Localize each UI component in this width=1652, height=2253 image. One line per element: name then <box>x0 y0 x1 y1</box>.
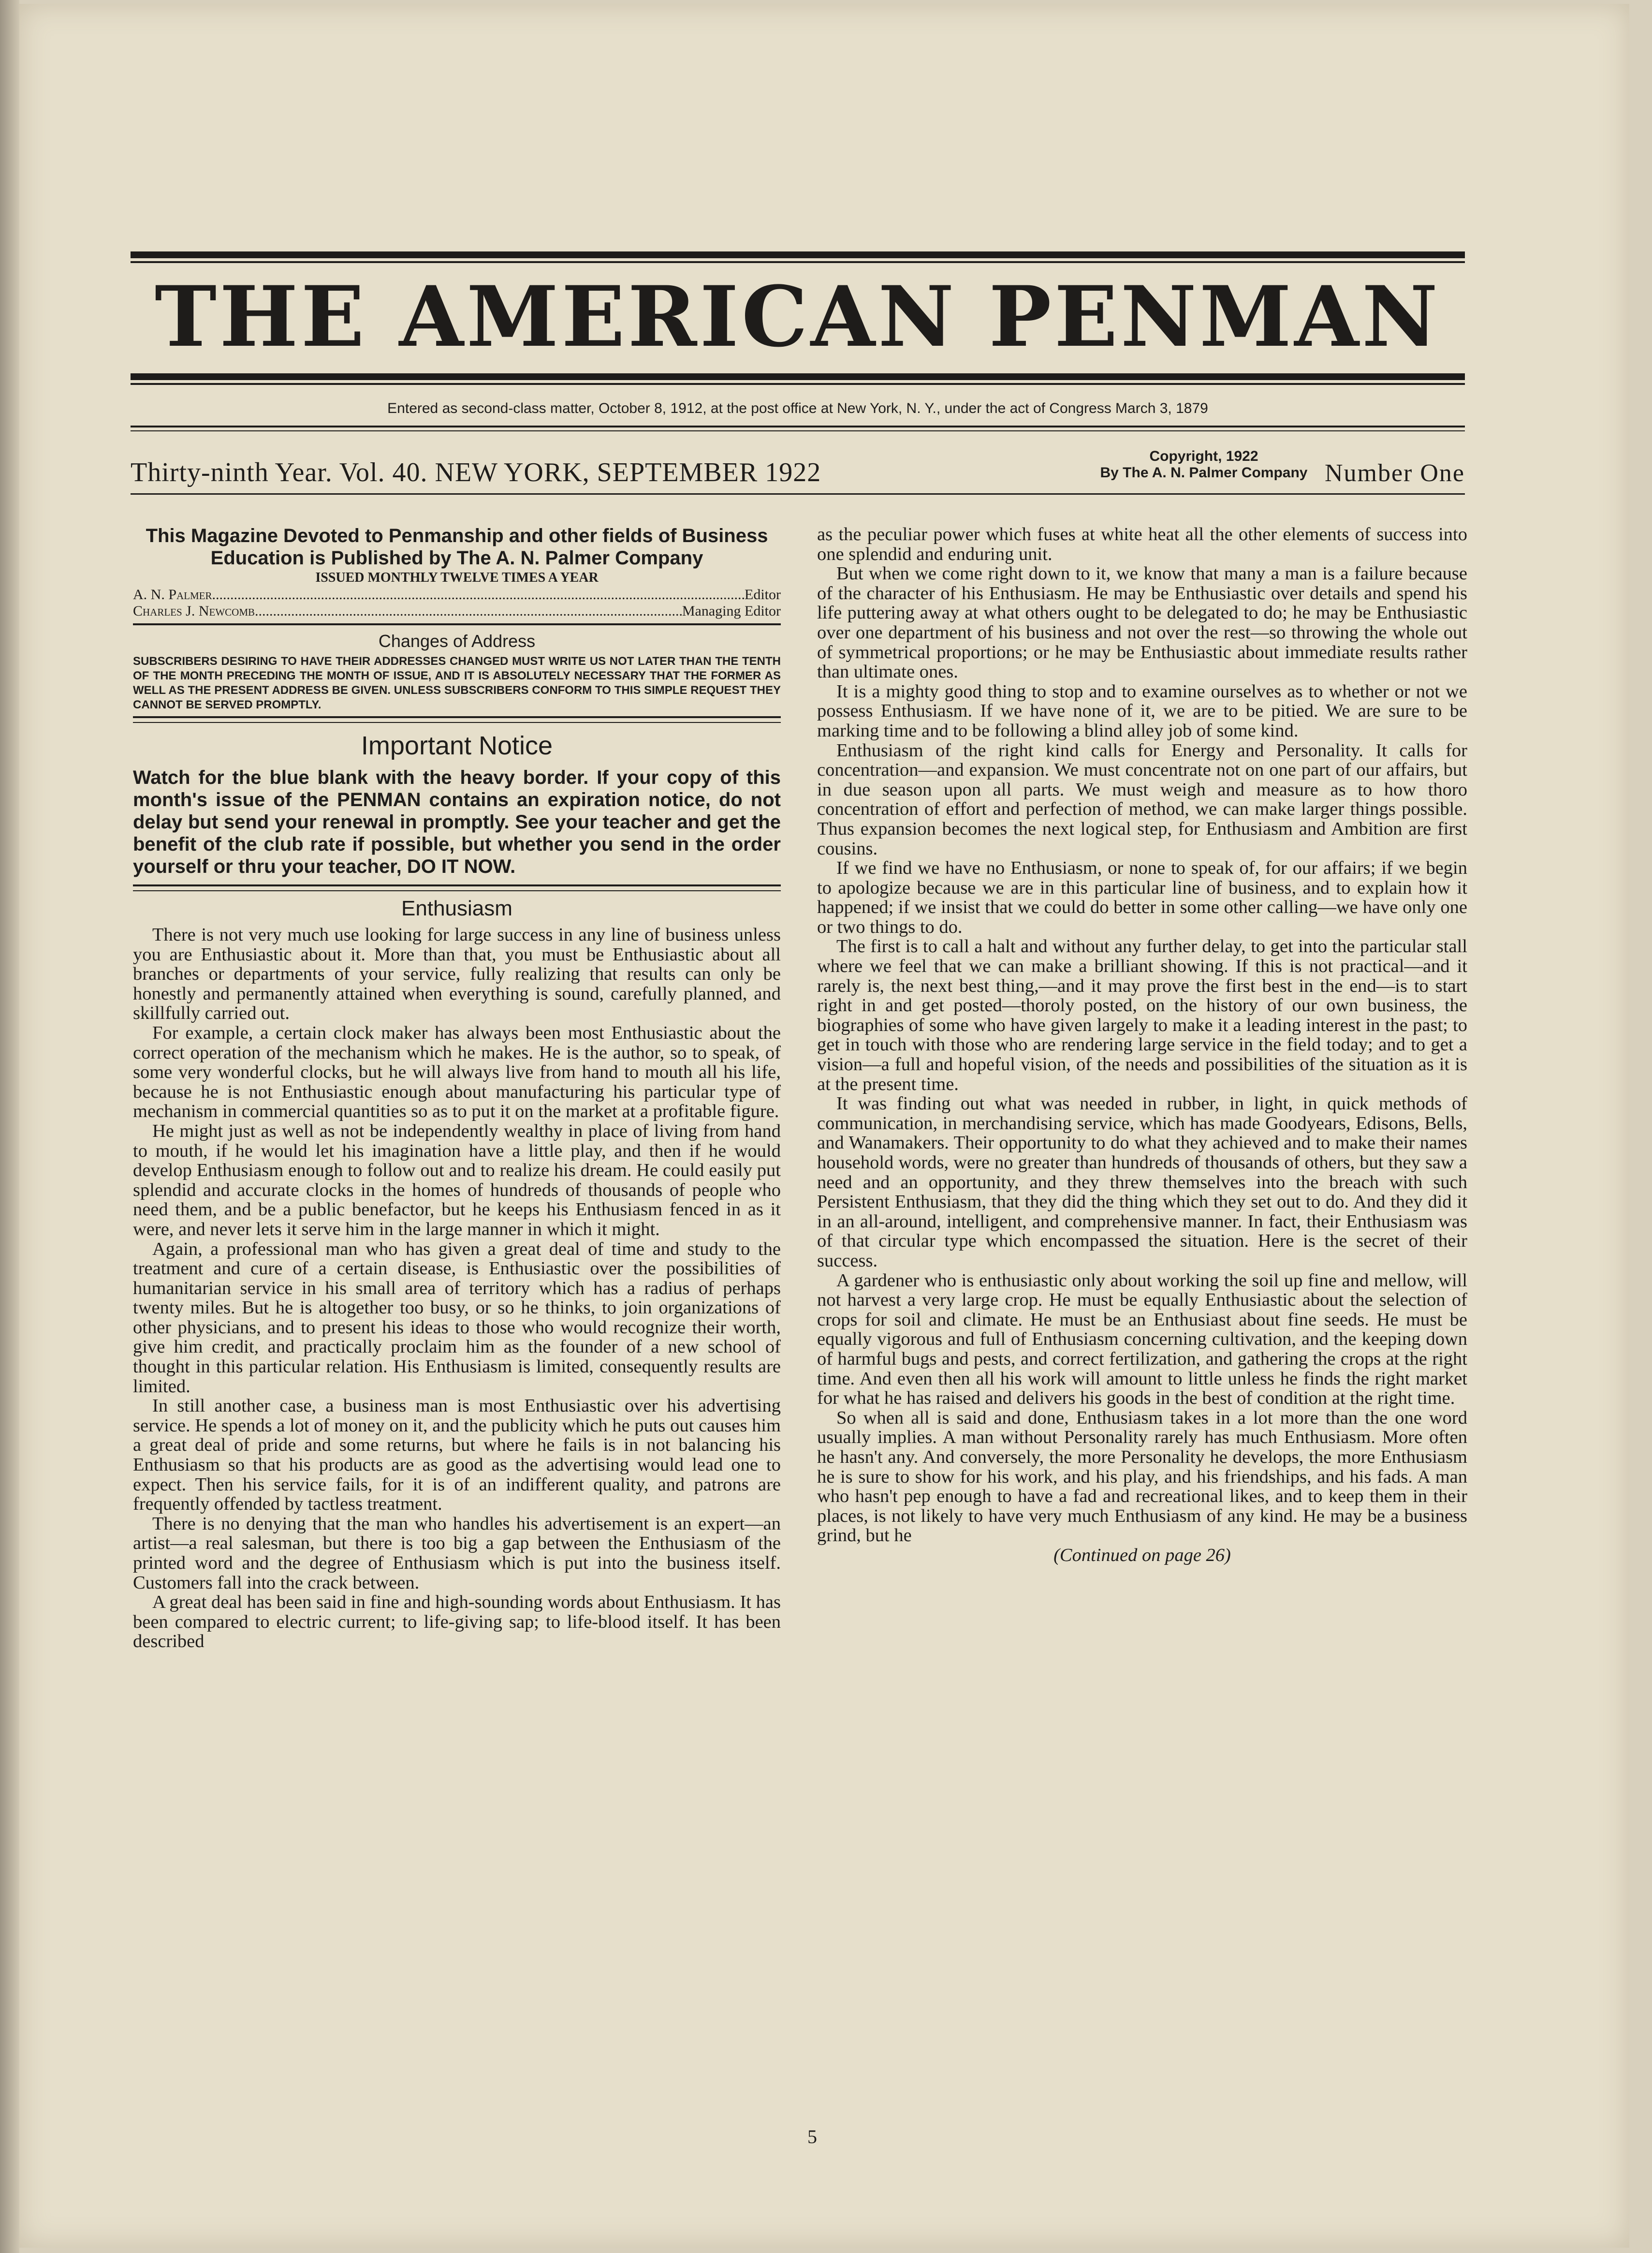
binding-gutter <box>0 0 19 2253</box>
staff-leader <box>255 603 682 619</box>
masthead-top-rule-thin <box>131 261 1465 263</box>
masthead-bottom-rule <box>131 373 1465 380</box>
entered-rule <box>131 426 1465 427</box>
divider <box>133 716 781 718</box>
continued-note: (Continued on page 26) <box>1053 1545 1231 1565</box>
article-continuation: as the peculiar power which fuses at white heat all the other elements of success into one splendid and enduring unit. <box>817 524 1467 564</box>
divider <box>133 722 781 723</box>
divider <box>133 623 781 625</box>
article-paragraph: There is no denying that the man who handles his advertisement is an expert—an artist—a real salesman, but there is too big a gap between the Enthusiasm of the printed word and the degree of Enthusiasm which is put into the business itself. Customers fall into the crack between. <box>133 1513 781 1593</box>
notice-heading: Important Notice <box>361 731 553 760</box>
staff-name: A. N. Palmer <box>133 587 212 603</box>
staff-row <box>133 603 781 619</box>
article-paragraph: A gardener who is enthusiastic only about working the soil up fine and mellow, will not harvest a very large crop. He must be equally Enthusiastic about the selection of crops for soil and climate. He must be an Enthusiast about fine seeds. He must be equally vigorous and full of Enthusiasm concerning cultivation, and the keeping down of harmful bugs and pests, and correct fertilization, and gathering the crops at the right time. And even then all his work will amount to little unless he finds the right market for what he has raised and delivers his goods in the best of condition at the right time. <box>817 1270 1467 1409</box>
masthead-top-rule <box>131 251 1465 258</box>
issue-number: Number One <box>1324 459 1465 487</box>
masthead-title: THE AMERICAN PENMAN <box>155 267 1441 366</box>
article-paragraph: But when we come right down to it, we know that many a man is a failure because of the character of his Enthusiasm. He may be Enthusiastic over details and spend his life puttering away at what others ought to be delegated to do; he may be Enthusiastic over one department of his business and not over the rest—so throwing the whole out of symmetrical proportions; or he may be Enthusiastic about immediate results rather than ultimate ones. <box>817 563 1467 682</box>
article-heading: Enthusiasm <box>401 897 512 920</box>
article-paragraph: He might just as well as not be independently wealthy in place of living from hand to mouth, if he would let his imagination have a little play, and then if he would develop Enthusiasm enough to follow out and to realize his dream. He could easily put splendid and accurate clocks in the homes of hundreds of thousands of people who need them, and be a public benefactor, but he keeps his Enthusiasm fenced in as it were, and never lets it serve him in the large manner in which it might. <box>133 1120 781 1239</box>
notice-text: Watch for the blue blank with the heavy border. If your copy of this month's issue of the PENMAN contains an expiration notice, do not delay but send your renewal in promptly. See your teacher and get the benefit of the club rate if possible, but whether you send in the order yourself or thru your teacher, DO IT NOW. <box>133 767 781 877</box>
staff-leader <box>212 587 745 603</box>
issue-line: Thirty-ninth Year. Vol. 40. NEW YORK, SEPTEMBER 1922 <box>131 457 821 487</box>
staff-row <box>133 587 781 603</box>
article-paragraph: Again, a professional man who has given a great deal of time and study to the treatment and cure of a certain disease, is Enthusiastic over the possibilities of humanitarian service in his small area of territory which has a radius of perhaps twenty miles. But he is altogether too busy, or so he thinks, to join organizations of other physicians, and to present his ideas to those who would recognize their worth, give him credit, and practically proclaim him as the founder of a new school of thought in this particular relation. His Enthusiasm is limited, consequently results are limited. <box>133 1238 781 1397</box>
page-number: 5 <box>807 2126 817 2148</box>
article-paragraph: The first is to call a halt and without any further delay, to get into the particular stall where we feel that we can make a brilliant showing. If this is not practical—and it rarely is, the next best thing,—and it may prove the first best in the end—is to start right in and get posted—thoroly posted, on the history of our own business, the biographies of some who have given largely to make it a leading interest in the past; to get in touch with those who are rendering large service in the field today; and to get a vision—a full and hopeful vision, of the needs and possibilities of the situation as it is at the present time. <box>817 936 1467 1094</box>
article-body-right <box>817 525 1467 1565</box>
article-paragraph: In still another case, a business man is most Enthusiastic over his advertising service. He spends a lot of money on it, and the publicity which he puts out causes him a great deal of pride and some returns, but where he fails is in not balancing his Enthusiasm so that his products are as good as the advertising would lead one to expect. Then his service fails, for it is of an indifferent quality, and patrons are frequently offended by tactless treatment. <box>133 1396 781 1515</box>
frequency-line: ISSUED MONTHLY TWELVE TIMES A YEAR <box>315 570 599 585</box>
article-paragraph: There is not very much use looking for large success in any line of business unless you are Enthusiastic about it. More than that, you must be Enthusiastic about all branches or departments of your service, fully realizing that results can only be honestly and permanently attained when everything is sound, carefully planned, and skillfully carried out. <box>133 925 781 1024</box>
important-notice <box>133 729 781 891</box>
dateline-rule <box>131 493 1465 495</box>
article-paragraph: For example, a certain clock maker has always been most Enthusiastic about the correct operation of the mechanism which he makes. He is the author, so to speak, of some very wonderful clocks, but he will always live from hand to mouth all his life, because he is not Enthusiastic enough about manufacturing his particular type of mechanism in commercial quantities so as to put it on the market at a profitable figure. <box>133 1022 781 1122</box>
article-paragraph: It was finding out what was needed in rubber, in light, in quick methods of communication, in merchandising service, which has made Goodyears, Edisons, Bells, and Wanamakers. Their opportunity to do what they achieved and to make their names household words, were no greater than hundreds of thousands of others, but they saw a need and an opportunity, and they threw themselves into the breach with such Persistent Enthusiasm, that they did the thing which they set out to do. And they did it in an all-around, intelligent, and comprehensive manner. In fact, their Enthusiasm was of that circular type which encompassed the situation. Here is the secret of their success. <box>817 1093 1467 1271</box>
article-paragraph: Enthusiasm of the right kind calls for Energy and Personality. It calls for concentration—and expansion. We must concentrate not on one part of our affairs, but in due season upon all parts. We must weigh and measure as to how thoro concentration of effort and perfection of method, we can make larger things possible. Thus expansion becomes the next logical step, for Enthusiasm and Ambition are first cousins. <box>817 740 1467 859</box>
masthead-bottom-rule-thin <box>131 383 1465 385</box>
copyright-line-1: Copyright, 1922 <box>1149 448 1258 464</box>
left-column <box>133 525 781 1651</box>
copyright-line-2: By The A. N. Palmer Company <box>1100 465 1308 481</box>
divider <box>133 890 781 891</box>
publisher-box <box>133 525 781 723</box>
staff-role: Managing Editor <box>682 603 781 619</box>
article-paragraph: If we find we have no Enthusiasm, or none to speak of, for our affairs; if we begin to apologize because we are in this particular line of business, and to explain how it happened; if we insist that we could do better in some other calling—we have only one or two things to do. <box>817 858 1467 937</box>
right-column <box>817 525 1467 1565</box>
address-heading: Changes of Address <box>378 631 536 651</box>
entered-rule-thin <box>131 430 1465 431</box>
staff-role: Editor <box>745 587 781 603</box>
divider <box>133 884 781 886</box>
dateline <box>131 442 1465 491</box>
address-text: SUBSCRIBERS DESIRING TO HAVE THEIR ADDRESSES CHANGED MUST WRITE US NOT LATER THAN THE TENTH OF THE MONTH PRECEDING THE MONTH OF ISSUE, AND IT IS ABSOLUTELY NECESSARY THAT THE FORMER AS WELL AS THE PRESENT ADDRESS BE GIVEN. UNLESS SUBSCRIBERS CONFORM TO THIS SIMPLE REQUEST THEY CANNOT BE SERVED PROMPTLY. <box>133 655 781 711</box>
article-body-left <box>133 925 781 1651</box>
publisher-heading: This Magazine Devoted to Penmanship and other fields of Business Education is Published by The A. N. Palmer Company <box>146 525 768 569</box>
article-paragraph: So when all is said and done, Enthusiasm takes in a lot more than the one word usually implies. A man without Personality rarely has much Enthusiasm. More often he hasn't any. And conversely, the more Personality he develops, the more Enthusiasm he is sure to show for his work, and his play, and his friendships, and his fads. A man who hasn't pep enough to have a fad and recreational likes, and to keep them in their places, is not likely to have very much Enthusiasm of any kind. He may be a business grind, but he <box>817 1407 1467 1546</box>
article-paragraph: A great deal has been said in fine and high-sounding words about Enthusiasm. It has been compared to electric current; to life-giving sap; to life-blood itself. It has been described <box>133 1592 781 1652</box>
entered-as-notice: Entered as second-class matter, October 8, 1912, at the post office at New York, N. Y., under the act of Congress March 3, 1879 <box>387 400 1208 416</box>
article-paragraph: It is a mighty good thing to stop and to examine ourselves as to whether or not we possess Enthusiasm. If we have none of it, we are to be pitied. We are sure to be marking time and to be following a blind alley job of some kind. <box>817 681 1467 741</box>
staff-name: Charles J. Newcomb <box>133 603 255 619</box>
